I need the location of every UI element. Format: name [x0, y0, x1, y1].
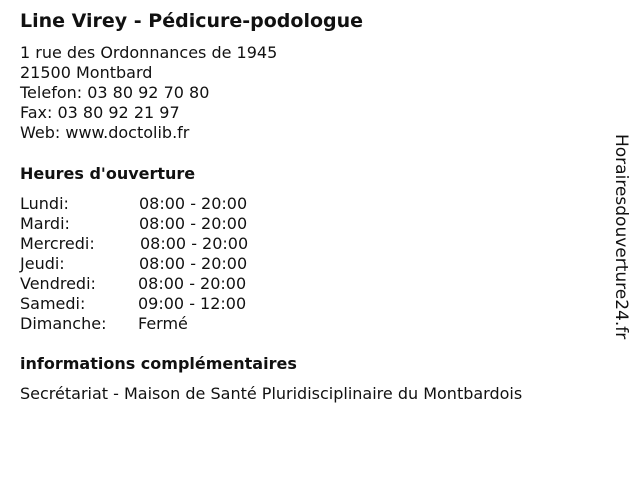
time-range: 09:00 - 12:00 [138, 294, 247, 313]
hours-heading: Heures d'ouverture [20, 164, 196, 183]
fax-number: Fax: 03 80 92 21 97 [20, 103, 180, 122]
info-heading: informations complémentaires [20, 354, 297, 373]
time-range: 08:00 - 20:00 [140, 234, 249, 253]
day-label: Samedi: [20, 294, 86, 313]
day-label: Vendredi: [20, 274, 96, 293]
page-title: Line Virey - Pédicure-podologue [20, 10, 364, 32]
day-label: Jeudi: [20, 254, 65, 273]
contact-block [20, 43, 277, 143]
address-street: 1 rue des Ordonnances de 1945 [20, 43, 278, 62]
phone-number: Telefon: 03 80 92 70 80 [20, 83, 210, 102]
day-label: Dimanche: [20, 314, 107, 333]
time-range: 08:00 - 20:00 [139, 254, 248, 273]
day-label: Mercredi: [20, 234, 95, 253]
time-range: 08:00 - 20:00 [139, 214, 248, 233]
address-city: 21500 Montbard [20, 63, 153, 82]
website: Web: www.doctolib.fr [20, 123, 190, 142]
day-label: Mardi: [20, 214, 70, 233]
info-text: Secrétariat - Maison de Santé Pluridisciplinaire du Montbardois [20, 384, 523, 403]
day-label: Lundi: [20, 194, 69, 213]
time-range: Fermé [138, 314, 188, 333]
time-range: 08:00 - 20:00 [138, 274, 247, 293]
time-range: 08:00 - 20:00 [139, 194, 248, 213]
watermark-text: Horairesdouverture24.fr [611, 134, 631, 340]
